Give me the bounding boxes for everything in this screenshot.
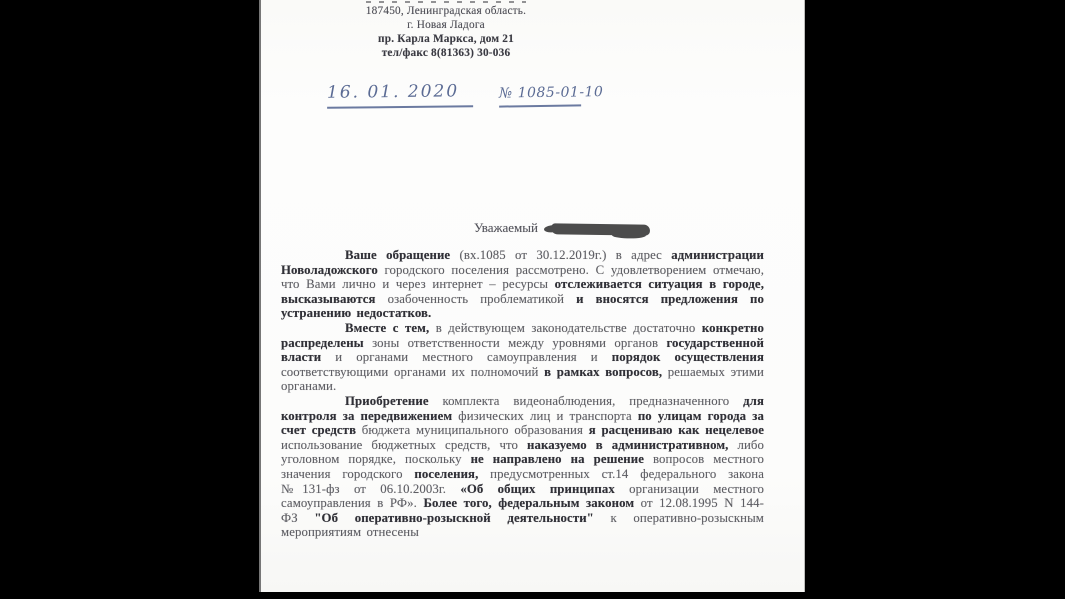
body-text: решаемых этими органами. (281, 364, 764, 394)
emphasized-text: для контроля за передвижением (281, 393, 764, 423)
body-text: в действующем законодательстве достаточно (429, 320, 702, 335)
body-text: использование бюджетных средств, что (281, 437, 527, 452)
reference-line (327, 82, 627, 114)
letterhead (316, 1, 576, 60)
letter-body (281, 248, 764, 540)
body-text: физических лиц и транспорта (452, 408, 638, 423)
body-text: организации местного самоуправления в РФ». (281, 481, 764, 511)
body-text: зоны ответственности между уровнями органов (363, 335, 667, 350)
scanned-letter-page (259, 0, 805, 592)
emphasized-text: не направлено на решение (470, 452, 645, 467)
body-text: от 12.08.1995 N 144-ФЗ (281, 496, 764, 525)
emphasized-text: и вносятся предложения по устранению недостатков. (281, 291, 764, 321)
letterhead-city-line: г. Новая Ладога (407, 19, 485, 31)
body-text: вопросов местного значения городского (281, 452, 764, 481)
letterhead-phone-line: тел/факс 8(81363) 30-036 (381, 47, 511, 59)
emphasized-text: в рамках вопросов, (544, 364, 663, 379)
body-text: соответствующими органами их полномочий (281, 364, 545, 379)
paragraph (281, 394, 764, 540)
emphasized-text: наказуемо в административном, (527, 437, 729, 452)
body-text: (вх.1085 от 30.12.2019г.) в адрес (450, 248, 672, 262)
emphasized-text: «Об общих принципах (460, 481, 615, 496)
handwritten-reference-number: № 1085-01-10 (499, 84, 581, 107)
emphasized-text: Вместе с тем, (345, 320, 430, 335)
paragraph (281, 321, 764, 394)
body-text: озабоченность проблематикой (375, 291, 577, 306)
emphasized-text: государственной власти (281, 335, 764, 365)
body-text: к оперативно-розыскным мероприятиям отнесены (281, 510, 764, 540)
emphasized-text: поселения, (414, 466, 479, 481)
redacted-name-marker (551, 223, 650, 235)
body-text: и органами местного самоуправления и (321, 350, 612, 365)
salutation-text: Уважаемый (474, 220, 538, 235)
body-text: бюджета муниципального образования (356, 423, 589, 438)
body-text: либо уголовном порядке, поскольку (281, 437, 765, 467)
emphasized-text: конкретно распределены (281, 320, 764, 350)
emphasized-text: Приобретение (345, 393, 429, 408)
body-text: комплекта видеонаблюдения, предназначенного (428, 393, 744, 408)
emphasized-text: по улицам города за счет средств (281, 408, 764, 438)
emphasized-text: Более того, федеральным законом (423, 496, 635, 511)
emphasized-text: я расцениваю как нецелевое (588, 423, 764, 438)
letterhead-clipped-top-line (366, 1, 526, 3)
letterhead-region-line: 187450, Ленинградская область. (365, 5, 527, 17)
letterhead-street-line: пр. Карла Маркса, дом 21 (378, 33, 514, 45)
emphasized-text: отслеживается ситуация в городе, высказываются (281, 277, 764, 306)
handwritten-date: 16. 01. 2020 (327, 81, 473, 109)
salutation-line (474, 220, 650, 236)
body-text: городского поселения рассмотрено. С удовлетворением отмечаю, что Вами лично и через интернет – ресурсы (281, 262, 764, 292)
paragraph (281, 248, 764, 321)
emphasized-text: "Об оперативно-розыскной деятельности" (314, 510, 594, 525)
emphasized-text: администрации Новоладожского (281, 248, 764, 277)
emphasized-text: порядок осуществления (611, 350, 764, 365)
body-text: предусмотренных ст.14 федерального закона №131-фз от 06.10.2003г. (281, 466, 764, 496)
emphasized-text: Ваше обращение (345, 248, 451, 262)
